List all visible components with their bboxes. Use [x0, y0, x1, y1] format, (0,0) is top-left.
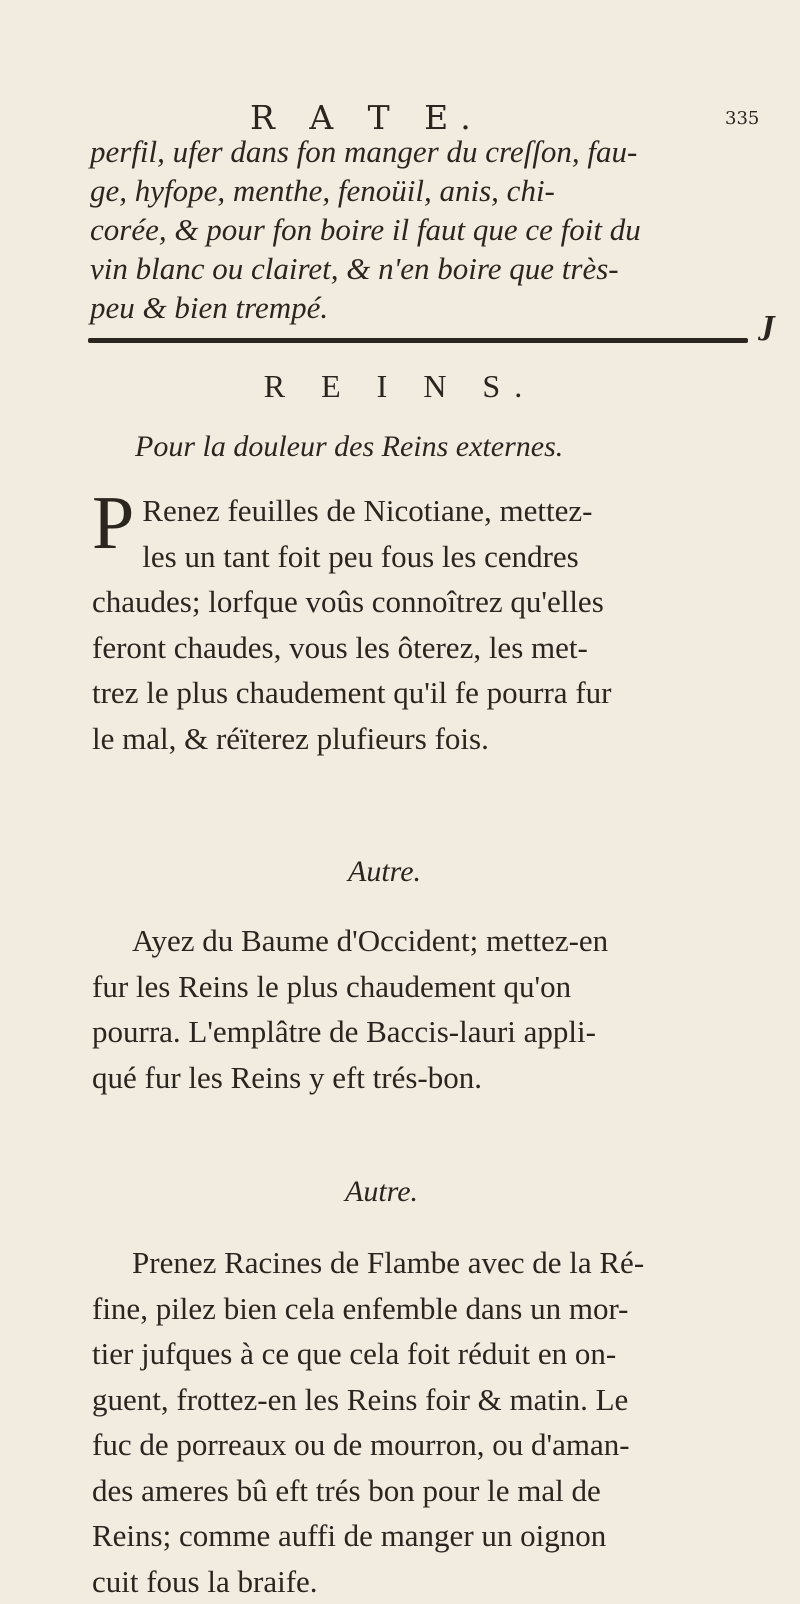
text-line: pourra. L'emplâtre de Baccis-lauri appli-: [92, 1009, 772, 1055]
text-line: tier jufques à ce que cela foit réduit en on-: [92, 1331, 772, 1377]
margin-mark: J: [762, 312, 774, 342]
text-line: vin blanc ou clairet, & n'en boire que très-: [90, 249, 760, 288]
paragraph-2: [92, 918, 772, 1100]
text-line: corée, & pour fon boire il faut que ce foit du: [90, 210, 760, 249]
running-title: R A T E.: [250, 98, 483, 137]
section-divider: [88, 338, 748, 343]
text-line: ge, hyfope, menthe, fenoüil, anis, chi-: [90, 171, 760, 210]
text-line: Prenez Racines de Flambe avec de la Ré-: [92, 1240, 772, 1286]
text-line: le mal, & réïterez plufieurs fois.: [92, 716, 772, 762]
text-line: Reins; comme auffi de manger un oignon: [92, 1513, 772, 1559]
text-line: peu & bien trempé.: [90, 288, 760, 327]
top-paragraph: [90, 132, 760, 327]
text-line: fur les Reins le plus chaudement qu'on: [92, 964, 772, 1010]
text-line: qué fur les Reins y eft trés-bon.: [92, 1055, 772, 1101]
page-number: 335: [725, 108, 759, 129]
text-line: cuit fous la braife.: [92, 1559, 772, 1604]
heading-autre: Autre.: [345, 1175, 418, 1209]
section-subtitle: Pour la douleur des Reins externes.: [135, 430, 563, 464]
text-line: des ameres bû eft trés bon pour le mal de: [92, 1468, 772, 1514]
paragraph-1: [92, 488, 772, 761]
paragraph-3: [92, 1240, 772, 1604]
text-line: guent, frottez-en les Reins foir & matin. Le: [92, 1377, 772, 1423]
text-line: fuc de porreaux ou de mourron, ou d'aman-: [92, 1422, 772, 1468]
text-line: les un tant foit peu fous les cendres: [92, 534, 772, 580]
text-line: fine, pilez bien cela enfemble dans un mor-: [92, 1286, 772, 1332]
text-line: perfil, ufer dans fon manger du creſſon, fau-: [90, 132, 760, 171]
text-line: feront chaudes, vous les ôterez, les met-: [92, 625, 772, 671]
text-line: Renez feuilles de Nicotiane, mettez-: [92, 488, 772, 534]
heading-autre: Autre.: [348, 855, 421, 889]
text-line: chaudes; lorfque voûs connoîtrez qu'elles: [92, 579, 772, 625]
drop-cap: P: [92, 492, 134, 554]
text-line: trez le plus chaudement qu'il fe pourra fur: [92, 670, 772, 716]
text-line: Ayez du Baume d'Occident; mettez-en: [92, 918, 772, 964]
section-title: R E I N S.: [0, 368, 800, 405]
